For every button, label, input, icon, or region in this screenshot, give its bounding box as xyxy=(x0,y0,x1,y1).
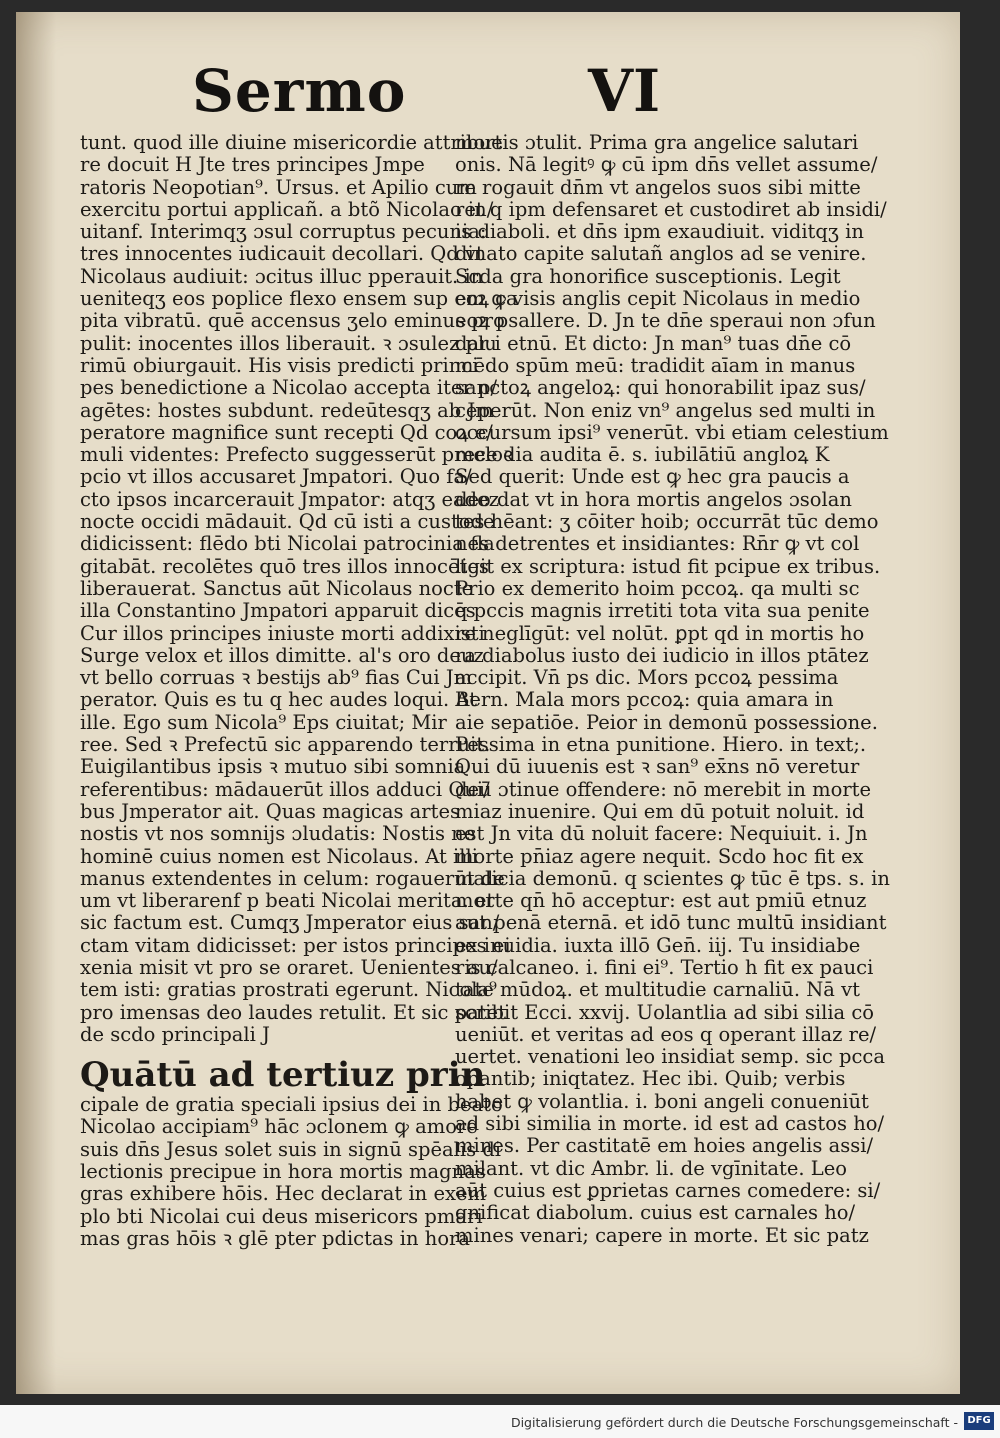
text-line: didicissent: flēdo bti Nicolai patrocinia fla xyxy=(80,532,495,556)
gutter-shadow xyxy=(16,12,56,1394)
footer-bar xyxy=(0,1405,1000,1438)
header-title: Sermo xyxy=(192,57,407,125)
text-line: tunt. quod ille diuine misericordie attribue xyxy=(80,131,503,154)
text-line: ueniteqʒ eos poplice flexo ensem sup eoꝝ ca xyxy=(80,287,518,311)
text-line: hominē cuius nomen est Nicolaus. At illi xyxy=(80,844,478,868)
text-line: mēdo spūm meū: tradidit aīam in manus xyxy=(455,353,856,377)
text-line: ueniūt. et veritas ad eos q operant illaz re/ xyxy=(455,1022,877,1046)
text-line: habet ꝙ volantlia. i. boni angeli conueniūt xyxy=(455,1089,869,1113)
text-line: miaz inuenire. Qui em dū potuit noluit. id xyxy=(455,799,865,823)
text-line: malicia demonū. q scientes ꝙ tūc ē tps. s. in xyxy=(455,866,890,890)
text-line: ad sibi similia in morte. id est ad castos ho/ xyxy=(455,1112,885,1136)
text-line: Nicolaus audiuit: ɔcitus illuc pperauit. in xyxy=(80,264,484,288)
text-line: vt bello corruas ꝛ bestijs ab⁹ fias Cui Jm xyxy=(80,666,473,690)
text-line: morte qn̄ hō acceptur: est aut pmiū etnuz xyxy=(455,889,867,913)
text-line: muli videntes: Prefecto suggesserūt prece ꝛ xyxy=(80,443,513,467)
text-line: tem isti: gratias prostrati egerunt. Nicola⁹ xyxy=(80,978,497,1002)
text-line: mines venari; capere in morte. Et sic patz xyxy=(455,1223,869,1247)
text-line: mortis ɔtulit. Prima gra angelice salutari xyxy=(455,131,859,154)
text-line: rimū obiurgauit. His visis predicti princi xyxy=(80,353,479,377)
dfg-logo: DFG xyxy=(964,1412,994,1430)
text-line: nocte occidi mādauit. Qd cū isti a custode xyxy=(80,510,495,534)
text-line: eoꝝ psallere. D. Jn te dn̄e speraui non ɔfun xyxy=(455,309,876,333)
text-line: cto ipsos incarcerauit Jmpator: atqʒ eadez xyxy=(80,487,499,511)
text-line: ligit ex scriptura: istud fit pcipue ex tribus. xyxy=(455,554,881,578)
text-line: occursum ipsi⁹ venerūt. vbi etiam celestium xyxy=(455,420,889,444)
text-line: peratore magnifice sunt recepti Qd coꝝ e/ xyxy=(80,420,493,444)
text-line: liberauerat. Sanctus aūt Nicolaus nocte xyxy=(80,576,474,600)
text-line: pita vibratū. quē accensus ʒelo eminus pro xyxy=(80,309,505,333)
text-line: bus Jmperator ait. Quas magicas artes xyxy=(80,799,461,823)
header-number: VI xyxy=(588,57,661,125)
text-line: xenia misit vt pro se oraret. Uenientes au/ xyxy=(80,955,498,979)
text-line: re rogauit dn̄m vt angelos suos sibi mitte xyxy=(455,175,861,199)
text-line: sanctoꝝ angeloꝝ: qui honorabilit ipaz sus/ xyxy=(455,376,866,400)
text-line: agētes: hostes subdunt. redeūtesqʒ ab Jm xyxy=(80,398,494,422)
text-line: gras exhibere hōis. Hec declarat in exem xyxy=(80,1182,487,1206)
text-line: uitanf. Interimqʒ ɔsul corruptus pecunia: xyxy=(80,220,487,244)
text-line: de scdo principali J xyxy=(80,1022,270,1046)
text-line: pes benedictione a Nicolao accepta iter p/ xyxy=(80,376,498,400)
book-page xyxy=(16,12,960,1394)
text-line: ctam vitam didicisset: per istos principes ei xyxy=(80,933,511,957)
text-line: onis. Nā legitꝰ ꝙ cū ipm dn̄s vellet assume/ xyxy=(455,153,878,177)
text-line: accipit. Vn̄ ps dic. Mors pccoꝝ pessima xyxy=(455,666,839,690)
text-line: dinato capite salutañ anglos ad se venire. xyxy=(455,242,867,266)
text-line: tres innocentes iudicauit decollari. Qd vt xyxy=(80,242,484,266)
right-column xyxy=(455,131,890,1247)
running-header xyxy=(16,57,960,137)
text-line: ris calcaneo. i. fini ei⁹. Tertio h fit ex pauci xyxy=(455,955,874,979)
text-line: deo dat vt in hora mortis angelos ɔsolan xyxy=(455,487,852,511)
left-column xyxy=(80,131,518,1250)
text-line: Bern. Mala mors pccoꝝ: quia amara in xyxy=(455,688,834,712)
text-line: ra diabolus iusto dei iudicio in illos ptātez xyxy=(455,643,869,667)
text-line: ex inuidia. iuxta illō Gen̄. iij. Tu insidiabe xyxy=(455,933,861,957)
text-line: um vt liberarenf p beati Nicolai merita. et xyxy=(80,889,495,913)
text-line: suis dn̄s Jesus solet suis in signū spēalis di xyxy=(80,1137,502,1161)
text-line: scribit Ecci. xxvij. Uolantlia ad sibi silia cō xyxy=(455,1000,875,1024)
text-line: aie sepatiōe. Peior in demonū possessione. xyxy=(455,710,878,734)
text-line: uertet. venationi leo insidiat semp. sic pcca xyxy=(455,1045,885,1069)
text-line: pulit: inocentes illos liberauit. ꝛ ɔsulez plu xyxy=(80,331,497,355)
text-line: em ꝙ visis anglis cepit Nicolaus in medio xyxy=(455,287,861,311)
text-line: cipale de gratia speciali ipsius dei in beato xyxy=(80,1093,503,1117)
text-line: ratoris Neopotian⁹. Ursus. et Apilio cum xyxy=(80,175,477,199)
text-line: Qui dū iuuenis est ꝛ san⁹ ex̄ns nō veretur xyxy=(455,755,860,779)
text-line: lectionis precipue in hora mortis magnas xyxy=(80,1160,486,1184)
text-line: nes detrentes et insidiantes: Rn̄r ꝙ vt col xyxy=(455,532,860,556)
text-line: Euigilantibus ipsis ꝛ mutuo sibi somnia xyxy=(80,755,466,779)
text-line: ree. Sed ꝛ Prefectū sic apparendo terruit. xyxy=(80,733,491,757)
text-line: re neglīgūt: vel nolūt. ꝑpt qd in mortis ho xyxy=(455,621,865,645)
footer-credit: Digitalisierung gefördert durch die Deutsche Forschungsgemeinschaft - xyxy=(510,1415,958,1430)
text-line: melodia audita ē. s. iubilātiū angloꝝ K xyxy=(455,443,830,467)
text-line: deū ɔtinue offendere: nō merebit in morte xyxy=(455,777,872,801)
text-line: ret q ipm defensaret et custodiret ab insidi/ xyxy=(455,197,887,221)
text-line: Nicolao accipiam⁹ hāc ɔclonem ꝙ amore xyxy=(80,1115,478,1139)
text-line: sic factum est. Cumqʒ Jmperator eius san/ xyxy=(80,911,500,935)
text-line: gitabāt. recolētes quō tres illos innocētes xyxy=(80,554,489,578)
text-line: Surge velox et illos dimitte. al's oro deuz xyxy=(80,643,484,667)
text-line: dar i etnū. Et dicto: Jn man⁹ tuas dn̄e cō xyxy=(455,331,852,355)
text-line: re docuit H Jte tres principes Jmpe xyxy=(80,153,425,177)
text-line: morte pn̄iaz agere nequit. Scdo hoc fit ex xyxy=(455,844,864,868)
text-line: Pessima in etna punitione. Hiero. in text;. xyxy=(455,733,867,757)
text-line: aut penā eternā. et idō tunc multū insidiant xyxy=(455,911,887,935)
text-line: pro imensas deo laudes retulit. Et sic patet xyxy=(80,1000,506,1024)
text-line: milant. vt dic Ambr. li. de vgīnitate. Leo xyxy=(455,1156,847,1180)
text-line: illa Constantino Jmpatori apparuit dicēs xyxy=(80,599,476,623)
text-line: Cur illos principes iniuste morti addixisti xyxy=(80,621,485,645)
text-line: referentibus: mādauerūt illos adduci Qui/ xyxy=(80,777,490,801)
text-line: exercitu portui applicañ. a btõ Nicolao in/ xyxy=(80,197,494,221)
text-line: est Jn vita dū noluit facere: Nequiuit. i. Jn xyxy=(455,822,868,846)
text-line: ille. Ego sum Nicola⁹ Eps ciuitat; Mir xyxy=(80,710,447,734)
text-line: gnificat diabolum. cuius est carnales ho/ xyxy=(455,1201,856,1225)
text-line: aūt cuius est ꝑprietas carnes comedere: si/ xyxy=(455,1178,881,1202)
text-line: is diaboli. et dn̄s ipm exaudiuit. viditqʒ in xyxy=(455,220,864,244)
text-line: Scda gra honorifice susceptionis. Legit xyxy=(455,264,841,288)
text-line: mas gras hōis ꝛ glē pter pdictas in hora xyxy=(80,1226,471,1250)
text-line: tate mūdoꝝ. et multitudie carnaliū. Nā vt xyxy=(455,978,860,1002)
text-line: Sed querit: Unde est ꝙ hec gra paucis a xyxy=(455,465,850,489)
text-line: Prio ex demerito hoim pccoꝝ. qa multi sc xyxy=(455,576,860,600)
text-line: mines. Per castitatē em hoies angelis assi/ xyxy=(455,1134,874,1158)
text-line: nostis vt nos somnijs ɔludatis: Nostis ne xyxy=(80,822,476,846)
text-line: manus extendentes in celum: rogauerūt de xyxy=(80,866,505,890)
text-line: pcio vt illos accusaret Jmpatori. Quo fa/ xyxy=(80,465,472,489)
text-line: perator. Quis es tu q hec audes loqui. At xyxy=(80,688,477,712)
section-heading: Quātū ad tertiuz prin xyxy=(80,1055,486,1096)
text-line: tes hēant: ʒ cōiter hoib; occurrāt tūc demo xyxy=(455,510,879,534)
text-line: plo bti Nicolai cui deus misericors pmari xyxy=(80,1204,483,1228)
text-line: q pccis magnis irretiti tota vita sua penite xyxy=(455,599,870,623)
text-line: opantib; iniqtatez. Hec ibi. Quib; verbis xyxy=(455,1067,846,1091)
text-line: ceperūt. Non eniz vn⁹ angelus sed multi in xyxy=(455,398,876,422)
